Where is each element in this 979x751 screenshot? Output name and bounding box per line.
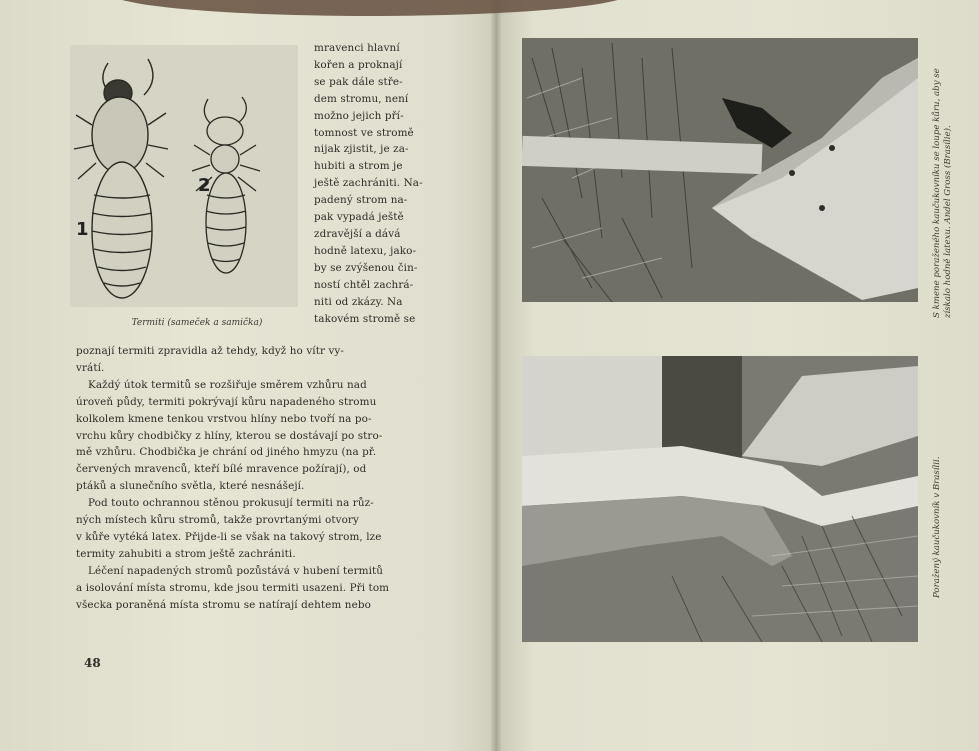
text-line: vrátí. [76, 361, 105, 374]
caption-line: S kmene poraženého kaučukovníku se loupe kůru, aby se [932, 68, 942, 318]
book-gutter [490, 0, 502, 751]
text-line: takovém stromě se [314, 312, 416, 325]
caption-line: Poražený kaučukovník v Brasílii. [932, 456, 942, 598]
text-line: nijak zjistit, je za- [314, 143, 409, 156]
caption-line: získalo hodně latexu. Andel Gross (Brasílie). [943, 125, 953, 318]
text-line: kořen a proknají [314, 58, 403, 71]
text-line: Léčení napadených stromů pozůstává v hubení termitů [88, 564, 384, 577]
photo-top-caption [932, 68, 954, 318]
text-line: se pak dále stře- [314, 75, 403, 88]
figure-caption: Termiti (sameček a samička) [131, 318, 263, 328]
text-line: zdravější a dává [314, 227, 401, 240]
text-line: Pod touto ochrannou stěnou prokusují termiti na růz- [88, 497, 374, 510]
text-line: ještě zachrániti. Na- [314, 177, 423, 190]
text-line: Každý útok termitů se rozšiřuje směrem vzhůru nad [88, 378, 367, 391]
text-line: pak vypadá ještě [314, 211, 404, 224]
figure-label-1: 1 [76, 219, 89, 240]
text-line: možno jejich pří- [314, 109, 404, 122]
text-line: a isolování místa stromu, kde jsou termiti usazeni. Při tom [76, 581, 390, 594]
text-line: mě vzhůru. Chodbička je chrání od jiného hmyzu (na př. [76, 446, 377, 459]
text-line: ptáků a slunečního světla, které nesnášejí. [76, 480, 305, 493]
photo-tree-bark-image [522, 38, 918, 302]
text-line: červených mravenců, kteří bílé mravence požírají), od [76, 463, 367, 476]
text-line: vrchu kůry chodbičky z hlíny, kterou se dostávají po stro- [76, 429, 383, 442]
text-line: tomnost ve stromě [314, 126, 414, 139]
text-line: v kůře vytéká latex. Přijde-li se však na takový strom, lze [76, 530, 382, 543]
photo-felled-tree [522, 356, 918, 642]
text-line: hodně latexu, jako- [314, 244, 417, 257]
text-line: všecka poraněná místa stromu se natírají dehtem nebo [76, 598, 371, 611]
photo-bottom-caption [932, 456, 943, 598]
text-line: niti od zkázy. Na [314, 295, 403, 308]
text-line: by se zvýšenou čin- [314, 261, 418, 274]
text-line: termity zahubiti a strom ještě zachrániti. [76, 547, 296, 560]
narrow-text-column [314, 40, 423, 327]
termite-drawing [70, 45, 298, 307]
text-line: dem stromu, není [314, 92, 409, 105]
photo-tree-bark [522, 38, 918, 302]
termite-illustration [70, 45, 298, 307]
wide-text-column [76, 343, 389, 614]
text-line: úroveň půdy, termiti pokrývají kůru napadeného stromu [76, 395, 377, 408]
page-number: 48 [84, 656, 101, 670]
text-line: hubiti a strom je [314, 160, 403, 173]
photo-felled-tree-image [522, 356, 918, 642]
text-line: poznají termiti zpravidla až tehdy, když ho vítr vy- [76, 345, 345, 357]
text-line: kolkolem kmene tenkou vrstvou hlíny nebo tvoří na po- [76, 412, 372, 425]
text-line: ností chtěl zachrá- [314, 278, 414, 291]
text-line: padený strom na- [314, 194, 408, 207]
text-line: mravenci hlavní [314, 42, 400, 54]
text-line: ných místech kůru stromů, takže provrtanými otvory [76, 514, 359, 527]
figure-label-2: 2 [198, 175, 211, 196]
